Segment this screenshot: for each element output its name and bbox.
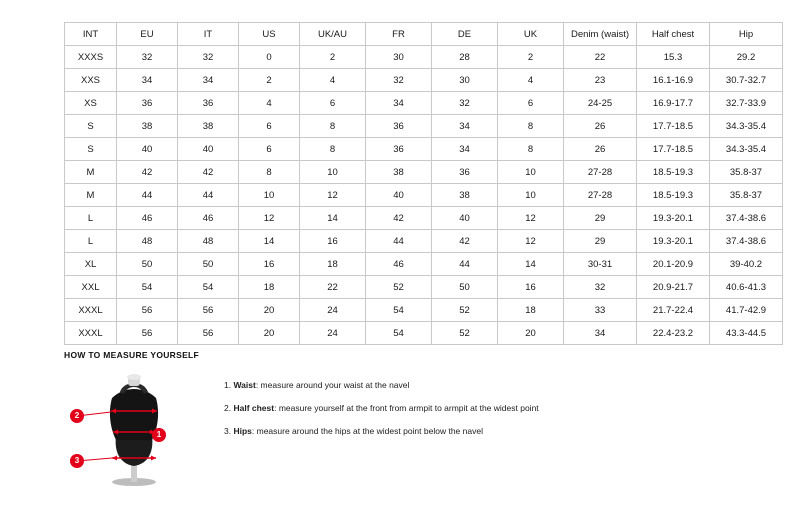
cell-denim-waist: 33 (564, 299, 637, 322)
cell-half-chest: 19.3-20.1 (637, 230, 710, 253)
cell-it: 38 (178, 115, 239, 138)
cell-uk-au: 14 (300, 207, 366, 230)
table-row (65, 115, 783, 138)
cell-uk: 20 (498, 322, 564, 345)
cell-de: 36 (432, 161, 498, 184)
table-row (65, 276, 783, 299)
cell-us: 6 (239, 115, 300, 138)
cell-de: 42 (432, 230, 498, 253)
cell-uk-au: 24 (300, 299, 366, 322)
cell-uk-au: 24 (300, 322, 366, 345)
cell-half-chest: 16.1-16.9 (637, 69, 710, 92)
cell-uk: 14 (498, 253, 564, 276)
cell-denim-waist: 24-25 (564, 92, 637, 115)
cell-uk: 18 (498, 299, 564, 322)
step-text: : measure around the hips at the widest point below the navel (251, 426, 483, 437)
cell-de: 40 (432, 207, 498, 230)
cell-half-chest: 16.9-17.7 (637, 92, 710, 115)
cell-de: 34 (432, 138, 498, 161)
cell-denim-waist: 23 (564, 69, 637, 92)
cell-de: 50 (432, 276, 498, 299)
cell-denim-waist: 27-28 (564, 161, 637, 184)
cell-de: 52 (432, 299, 498, 322)
cell-uk: 4 (498, 69, 564, 92)
table-row (65, 299, 783, 322)
table-row (65, 253, 783, 276)
cell-fr: 30 (366, 46, 432, 69)
cell-uk-au: 2 (300, 46, 366, 69)
cell-hip: 43.3-44.5 (710, 322, 783, 345)
cell-eu: 34 (117, 69, 178, 92)
cell-us: 4 (239, 92, 300, 115)
cell-uk-au: 12 (300, 184, 366, 207)
cell-hip: 35.8-37 (710, 161, 783, 184)
cell-denim-waist: 22 (564, 46, 637, 69)
column-header-eu: EU (117, 23, 178, 46)
cell-eu: 54 (117, 276, 178, 299)
cell-fr: 42 (366, 207, 432, 230)
column-header-half-chest: Half chest (637, 23, 710, 46)
cell-int: S (65, 115, 117, 138)
cell-hip: 30.7-32.7 (710, 69, 783, 92)
size-chart-container (64, 22, 767, 345)
cell-us: 6 (239, 138, 300, 161)
cell-de: 34 (432, 115, 498, 138)
cell-us: 14 (239, 230, 300, 253)
cell-hip: 35.8-37 (710, 184, 783, 207)
cell-it: 44 (178, 184, 239, 207)
cell-int: S (65, 138, 117, 161)
cell-it: 50 (178, 253, 239, 276)
marker-2: 2 (70, 409, 84, 423)
cell-half-chest: 18.5-19.3 (637, 184, 710, 207)
column-header-it: IT (178, 23, 239, 46)
cell-half-chest: 20.1-20.9 (637, 253, 710, 276)
column-header-hip: Hip (710, 23, 783, 46)
cell-it: 40 (178, 138, 239, 161)
cell-eu: 38 (117, 115, 178, 138)
cell-denim-waist: 29 (564, 230, 637, 253)
marker-1: 1 (152, 428, 166, 442)
column-header-uk-au: UK/AU (300, 23, 366, 46)
how-to-measure-body (64, 370, 744, 490)
cell-half-chest: 17.7-18.5 (637, 138, 710, 161)
cell-eu: 40 (117, 138, 178, 161)
how-to-measure-title: HOW TO MEASURE YOURSELF (64, 350, 200, 360)
cell-de: 52 (432, 322, 498, 345)
cell-eu: 46 (117, 207, 178, 230)
table-row (65, 230, 783, 253)
step-number: 1. (224, 380, 232, 390)
cell-uk-au: 6 (300, 92, 366, 115)
cell-denim-waist: 26 (564, 138, 637, 161)
cell-denim-waist: 27-28 (564, 184, 637, 207)
table-row (65, 138, 783, 161)
cell-it: 46 (178, 207, 239, 230)
step-term: Half chest (233, 403, 275, 414)
cell-fr: 40 (366, 184, 432, 207)
mannequin-figure-icon (64, 370, 204, 490)
measure-steps-list (224, 370, 539, 449)
cell-us: 16 (239, 253, 300, 276)
cell-half-chest: 20.9-21.7 (637, 276, 710, 299)
cell-fr: 46 (366, 253, 432, 276)
cell-uk-au: 22 (300, 276, 366, 299)
cell-hip: 32.7-33.9 (710, 92, 783, 115)
cell-int: XXXS (65, 46, 117, 69)
table-row (65, 161, 783, 184)
cell-uk-au: 4 (300, 69, 366, 92)
cell-uk-au: 16 (300, 230, 366, 253)
cell-uk: 10 (498, 161, 564, 184)
cell-uk-au: 18 (300, 253, 366, 276)
cell-it: 56 (178, 299, 239, 322)
cell-uk: 8 (498, 115, 564, 138)
cell-eu: 56 (117, 322, 178, 345)
cell-half-chest: 21.7-22.4 (637, 299, 710, 322)
cell-fr: 54 (366, 299, 432, 322)
cell-hip: 37.4-38.6 (710, 230, 783, 253)
column-header-fr: FR (366, 23, 432, 46)
cell-uk: 12 (498, 207, 564, 230)
cell-hip: 34.3-35.4 (710, 115, 783, 138)
cell-int: M (65, 184, 117, 207)
cell-uk: 12 (498, 230, 564, 253)
cell-it: 42 (178, 161, 239, 184)
cell-int: XL (65, 253, 117, 276)
cell-int: XXS (65, 69, 117, 92)
table-row (65, 92, 783, 115)
cell-de: 38 (432, 184, 498, 207)
how-to-measure-section (64, 350, 744, 490)
table-header-row (65, 23, 783, 46)
cell-denim-waist: 34 (564, 322, 637, 345)
cell-fr: 32 (366, 69, 432, 92)
cell-it: 54 (178, 276, 239, 299)
cell-int: XXL (65, 276, 117, 299)
table-row (65, 69, 783, 92)
cell-it: 56 (178, 322, 239, 345)
step-number: 3. (224, 426, 232, 437)
step-text: : measure around your waist at the navel (255, 380, 410, 390)
cell-eu: 32 (117, 46, 178, 69)
cell-us: 20 (239, 299, 300, 322)
table-row (65, 207, 783, 230)
column-header-denim-waist: Denim (waist) (564, 23, 637, 46)
cell-uk: 2 (498, 46, 564, 69)
cell-it: 34 (178, 69, 239, 92)
cell-us: 20 (239, 322, 300, 345)
cell-int: L (65, 207, 117, 230)
table-header (65, 23, 783, 46)
cell-fr: 36 (366, 138, 432, 161)
cell-fr: 36 (366, 115, 432, 138)
cell-half-chest: 17.7-18.5 (637, 115, 710, 138)
cell-us: 18 (239, 276, 300, 299)
cell-de: 44 (432, 253, 498, 276)
cell-uk: 8 (498, 138, 564, 161)
column-header-de: DE (432, 23, 498, 46)
cell-us: 0 (239, 46, 300, 69)
cell-de: 28 (432, 46, 498, 69)
cell-us: 2 (239, 69, 300, 92)
column-header-uk: UK (498, 23, 564, 46)
cell-fr: 34 (366, 92, 432, 115)
cell-uk: 6 (498, 92, 564, 115)
cell-hip: 34.3-35.4 (710, 138, 783, 161)
cell-half-chest: 19.3-20.1 (637, 207, 710, 230)
mannequin-illustration (64, 370, 204, 490)
cell-fr: 44 (366, 230, 432, 253)
step-term: Hips (233, 426, 252, 437)
cell-fr: 52 (366, 276, 432, 299)
cell-eu: 42 (117, 161, 178, 184)
cell-eu: 48 (117, 230, 178, 253)
table-row (65, 184, 783, 207)
measure-step-half-chest (224, 403, 539, 414)
table-row (65, 46, 783, 69)
step-number: 2. (224, 403, 232, 414)
column-header-int: INT (65, 23, 117, 46)
cell-half-chest: 15.3 (637, 46, 710, 69)
cell-int: M (65, 161, 117, 184)
cell-denim-waist: 32 (564, 276, 637, 299)
step-text: : measure yourself at the front from armpit to armpit at the widest point (274, 403, 539, 414)
cell-it: 32 (178, 46, 239, 69)
cell-hip: 39-40.2 (710, 253, 783, 276)
cell-fr: 38 (366, 161, 432, 184)
size-chart-table (64, 22, 783, 345)
cell-us: 8 (239, 161, 300, 184)
cell-int: L (65, 230, 117, 253)
cell-uk-au: 10 (300, 161, 366, 184)
cell-eu: 44 (117, 184, 178, 207)
table-row (65, 322, 783, 345)
cell-uk: 16 (498, 276, 564, 299)
cell-de: 32 (432, 92, 498, 115)
cell-us: 12 (239, 207, 300, 230)
cell-hip: 37.4-38.6 (710, 207, 783, 230)
cell-uk: 10 (498, 184, 564, 207)
cell-int: XS (65, 92, 117, 115)
cell-it: 36 (178, 92, 239, 115)
cell-denim-waist: 30-31 (564, 253, 637, 276)
step-term: Waist (233, 380, 256, 390)
cell-hip: 40.6-41.3 (710, 276, 783, 299)
column-header-us: US (239, 23, 300, 46)
cell-hip: 29.2 (710, 46, 783, 69)
cell-de: 30 (432, 69, 498, 92)
marker-3: 3 (70, 454, 84, 468)
cell-int: XXXL (65, 322, 117, 345)
cell-us: 10 (239, 184, 300, 207)
cell-eu: 36 (117, 92, 178, 115)
cell-eu: 56 (117, 299, 178, 322)
cell-fr: 54 (366, 322, 432, 345)
measure-step-hips (224, 426, 539, 437)
measure-step-waist (224, 380, 539, 391)
table-body (65, 46, 783, 345)
cell-half-chest: 18.5-19.3 (637, 161, 710, 184)
cell-int: XXXL (65, 299, 117, 322)
cell-it: 48 (178, 230, 239, 253)
cell-half-chest: 22.4-23.2 (637, 322, 710, 345)
cell-denim-waist: 29 (564, 207, 637, 230)
cell-uk-au: 8 (300, 138, 366, 161)
cell-eu: 50 (117, 253, 178, 276)
cell-hip: 41.7-42.9 (710, 299, 783, 322)
cell-uk-au: 8 (300, 115, 366, 138)
cell-denim-waist: 26 (564, 115, 637, 138)
